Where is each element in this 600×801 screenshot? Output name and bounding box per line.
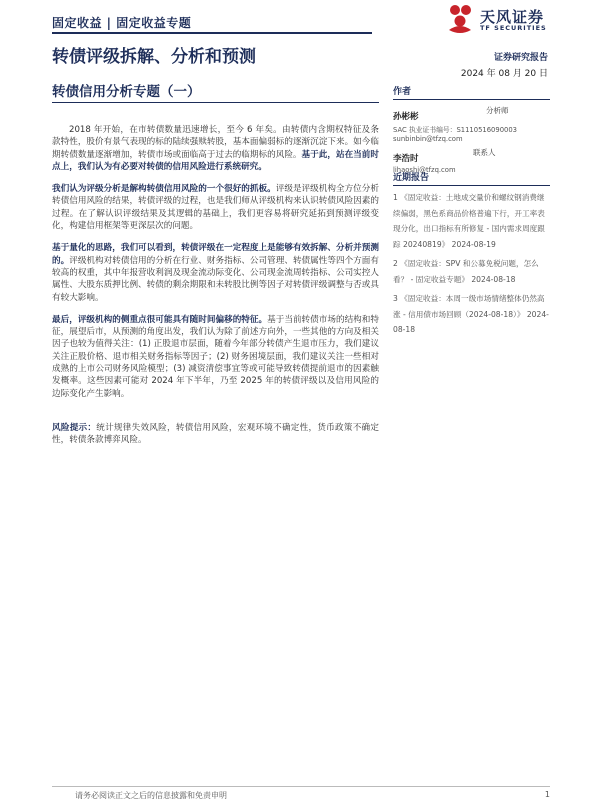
author-role: 联系人 bbox=[473, 148, 496, 157]
paragraph-outlook: 最后，评级机构的侧重点很可能具有随时间偏移的特征。基于当前转债市场的结构和特征，展望后市，从预测的角度出发，我们认为除了前述方向外，一些其他的方向及相关因子也较为值得关注：(1) 正股退市层面，随着今年部分转债产生退市压力，我们建议关注正股价格、退市相关财务指标等因子；(2) 财务困境层面，我们建议关注一些相对成熟的上市公司财务风险模型；(3) 减资清偿事宜等或可能导致转债提前退市的因素触发概率。这些因素可能对 2024 年下半年，乃至 2025 年的转债评级以及信用风险的边际变化产生影响。 bbox=[52, 314, 379, 399]
author-sac: SAC 执业证书编号：S1110516090003 bbox=[393, 126, 517, 134]
authors-section bbox=[393, 84, 550, 174]
authors-divider bbox=[393, 99, 550, 100]
report-date: 2024 年 08 月 20 日 bbox=[460, 69, 548, 79]
paragraph-rating-analysis: 我们认为评级分析是解构转债信用风险的一个很好的抓板。评级是评级机构全方位分析转债信用风险的结果，转债评级的过程，也是我们师从评级机构来认识转债风险因素的过程。在了解认识评级结果及其逻辑的基础上，我们更容易将研究延拓到预测评级变化，构建信用框架等更深层次的问题。 bbox=[52, 184, 379, 232]
author-email[interactable]: lihaoshi@tfzq.com bbox=[393, 166, 456, 174]
logo-subtext: TF SECURITIES bbox=[480, 24, 547, 32]
header-divider bbox=[52, 32, 372, 34]
recent-reports-divider bbox=[393, 185, 550, 186]
recent-reports-section bbox=[393, 170, 550, 338]
report-subtitle: 转债信用分析专题（一） bbox=[52, 84, 201, 100]
main-body bbox=[52, 124, 379, 457]
report-type: 证券研究报告 bbox=[493, 53, 548, 63]
footer-disclaimer: 请务必阅读正文之后的信息披露和免责申明 bbox=[75, 791, 227, 800]
recent-report-item[interactable]: 2 《固定收益：SPV 和公募免税问题，怎么看？ - 固定收益专题》 2024-08-18 bbox=[393, 259, 539, 284]
header-category: 固定收益 | 固定收益专题 bbox=[52, 16, 192, 30]
paragraph-quant: 基于量化的思路，我们可以看到，转债评级在一定程度上是能够有效拆解、分析并预测的。评级机构对转债信用的分析在行业、财务指标、公司管理、转债属性等四个方面有较高的权重，其中年报营收利润及现金流动际变化、公司现金流周转指标、公司实控人属性、大股东质押比例、转债的剩余期限和未转股比例等因子对转债评级调整与否或具有较大影响。 bbox=[52, 243, 379, 303]
recent-report-item[interactable]: 3 《固定收益：本周一级市场情绪整体仍然高涨 - 信用债市场回顾（2024-08-18）》 2024-08-18 bbox=[393, 294, 549, 334]
page-number: 1 bbox=[544, 790, 550, 799]
author-email[interactable]: sunbinbin@tfzq.com bbox=[393, 135, 463, 143]
logo-text: 天风证券 bbox=[480, 8, 545, 26]
authors-heading: 作者 bbox=[393, 87, 412, 97]
author-name: 李浩时 bbox=[393, 154, 419, 164]
footer-divider bbox=[52, 786, 550, 787]
report-title: 转债评级拆解、分析和预测 bbox=[52, 47, 256, 67]
paragraph-intro: 2018 年开始，在市转债数量迅速增长，至今 6 年矣。由转债内含期权特征及条款特性，股价有景气表现的标的陆续强赎转股，基本面偏弱标的逐渐沉淀下来。如今临期转债数量逐渐增加，转债市场或面临高于过去的临期标的风险。基于此，站在当前时点上，我们认为有必要对转债的信用风险进行系统研究。 bbox=[52, 125, 379, 172]
recent-reports-heading: 近期报告 bbox=[393, 173, 430, 183]
author-entry bbox=[393, 104, 550, 143]
paragraph-risk: 风险提示：统计规律失效风险，转债信用风险，宏观环境不确定性，货币政策不确定性，转债条款博弈风险。 bbox=[52, 422, 379, 446]
subtitle-divider bbox=[52, 102, 379, 103]
recent-report-item[interactable]: 1 《固定收益：土地成交量价和螺纹钢消费继续偏弱，黑色系商品价格普遍下行，开工率表现分化，出口指标有所修复 - 国内需求周度跟踪 20240819》 2024-08-19 bbox=[393, 193, 545, 249]
author-role: 分析师 bbox=[486, 106, 509, 115]
author-name: 孙彬彬 bbox=[393, 112, 419, 122]
